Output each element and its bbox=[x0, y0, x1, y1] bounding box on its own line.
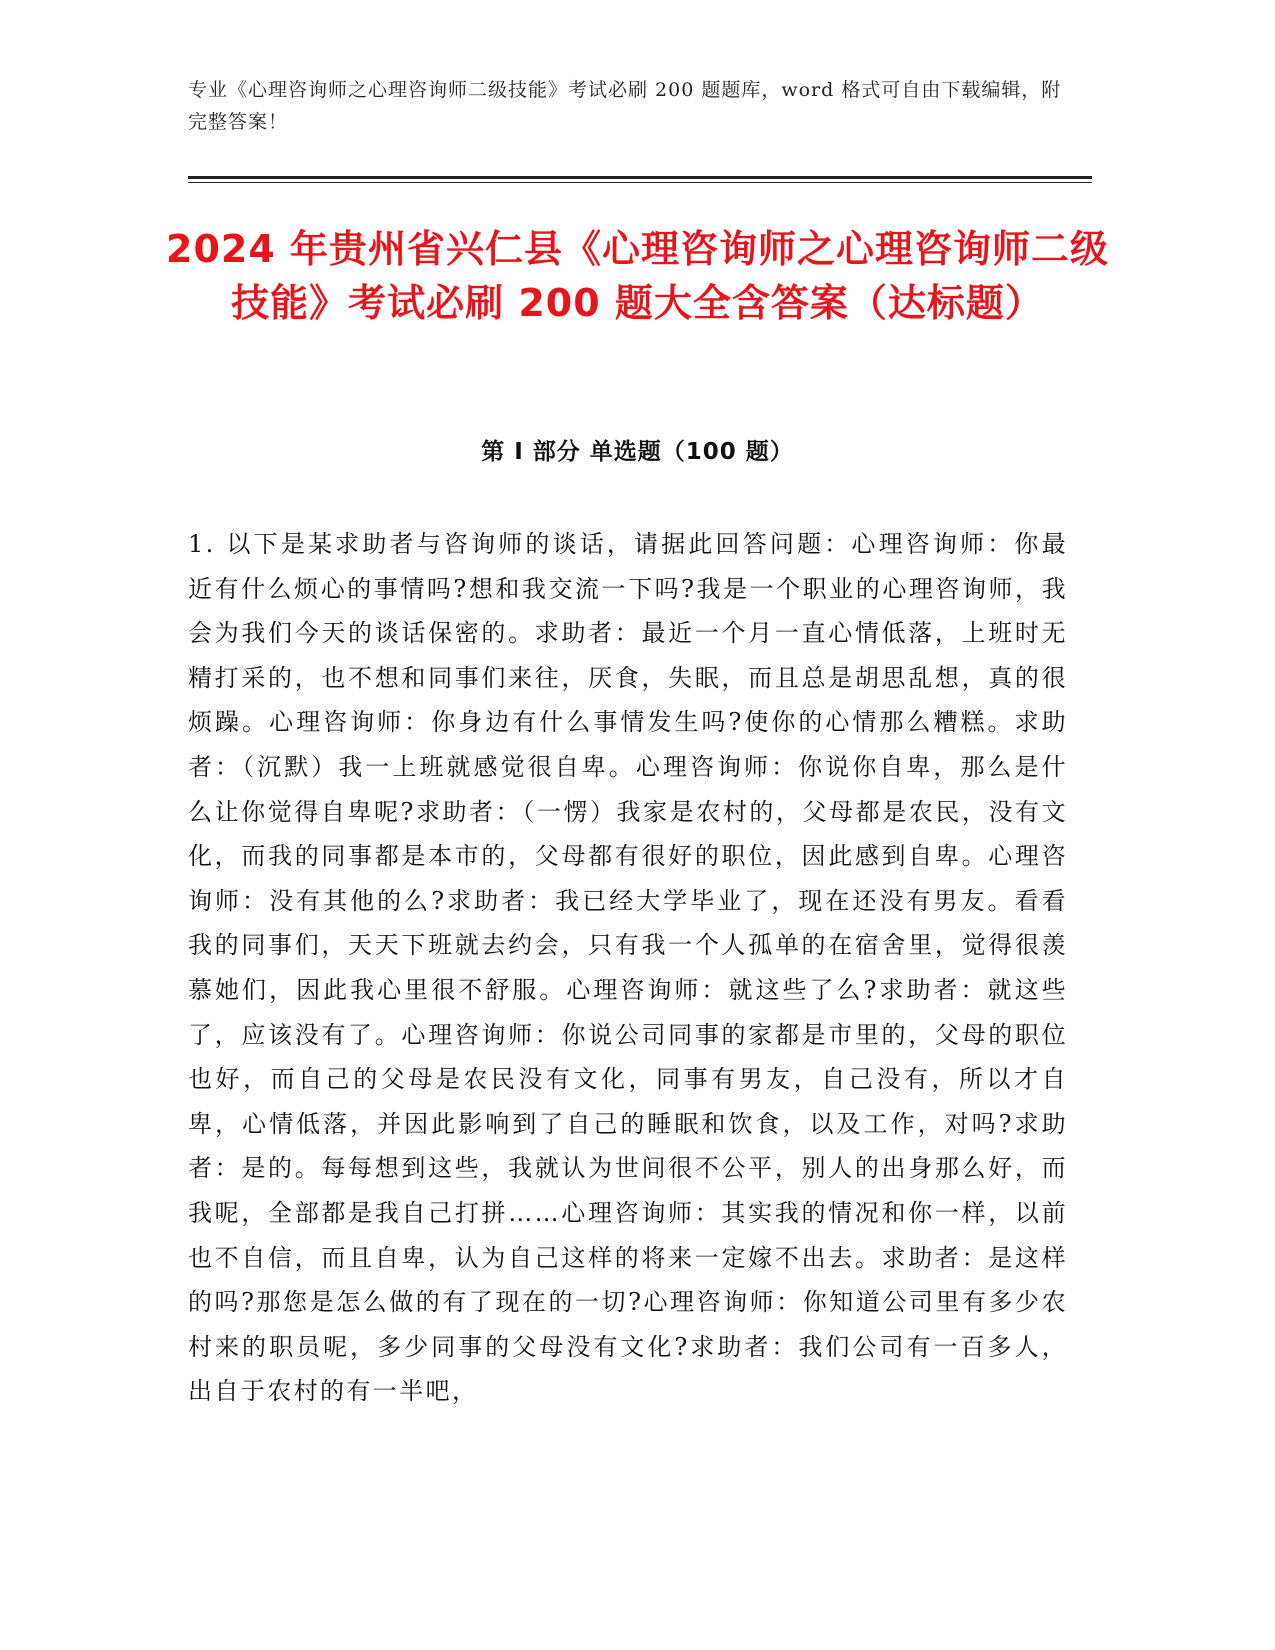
document-title: 2024 年贵州省兴仁县《心理咨询师之心理咨询师二级技能》考试必刷 200 题大全含答案（达标题） bbox=[166, 227, 1109, 325]
header-rule-thick bbox=[188, 176, 1092, 179]
header-note: 专业《心理咨询师之心理咨询师二级技能》考试必刷 200 题题库，word 格式可自由下载编辑，附完整答案！ bbox=[188, 79, 1062, 133]
section-heading: 第 I 部分 单选题（100 题） bbox=[481, 439, 794, 465]
question-1-text: 1. 以下是某求助者与咨询师的谈话，请据此回答问题：心理咨询师：你最近有什么烦心的事情吗?想和我交流一下吗?我是一个职业的心理咨询师，我会为我们今天的谈话保密的。求助者：最近一个月一直心情低落，上班时无精打采的，也不想和同事们来往，厌食，失眠，而且总是胡思乱想，真的很烦躁。心理咨询师：你身边有什么事情发生吗?使你的心情那么糟糕。求助者：（沉默）我一上班就感觉很自卑。心理咨询师：你说你自卑，那么是什么让你觉得自卑呢?求助者：（一愣）我家是农村的，父母都是农民，没有文化，而我的同事都是本市的，父母都有很好的职位，因此感到自卑。心理咨询师：没有其他的么?求助者：我已经大学毕业了，现在还没有男友。看看我的同事们，天天下班就去约会，只有我一个人孤单的在宿舍里，觉得很羡慕她们，因此我心里很不舒服。心理咨询师：就这些了么?求助者：就这些了，应该没有了。心理咨询师：你说公司同事的家都是市里的，父母的职位也好，而自己的父母是农民没有文化，同事有男友，自己没有，所以才自卑，心情低落，并因此影响到了自己的睡眠和饮食，以及工作，对吗?求助者：是的。每每想到这些，我就认为世间很不公平，别人的出身那么好，而我呢，全部都是我自己打拼……心理咨询师：其实我的情况和你一样，以前也不自信，而且自卑，认为自己这样的将来一定嫁不出去。求助者：是这样的吗?那您是怎么做的有了现在的一切?心理咨询师：你知道公司里有多少农村来的职员呢，多少同事的父母没有文化?求助者：我们公司有一百多人，出自于农村的有一半吧， bbox=[188, 530, 1068, 1406]
header-rule-thin bbox=[188, 182, 1092, 183]
